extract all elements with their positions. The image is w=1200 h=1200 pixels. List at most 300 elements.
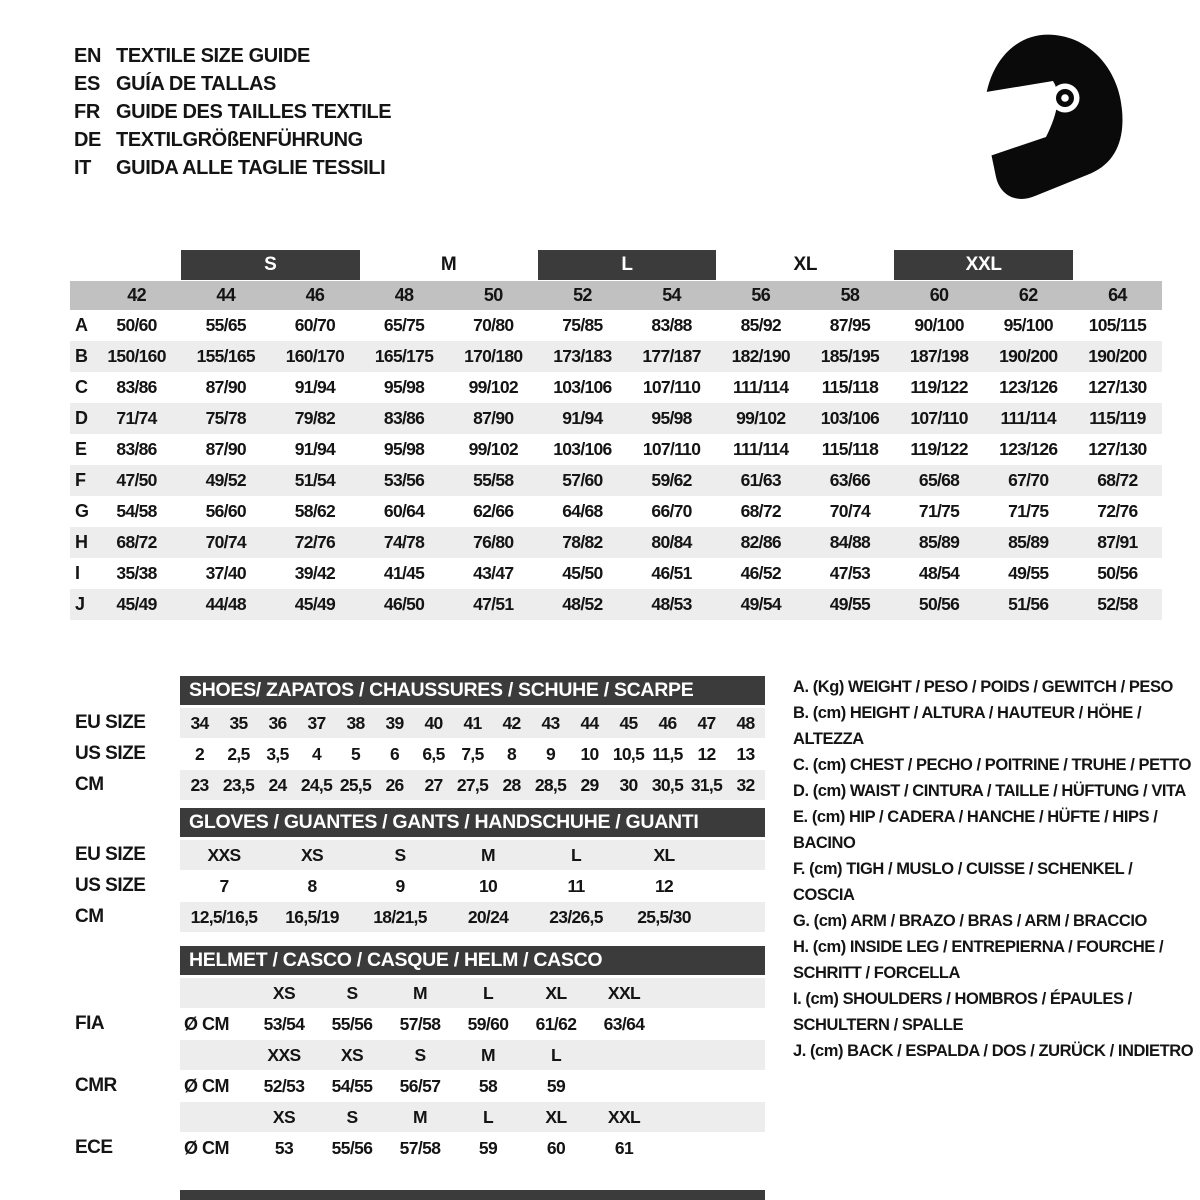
measurement-value: 103/106 <box>820 408 880 428</box>
measurement-value: 90/100 <box>914 315 964 335</box>
helmet-header-row <box>70 946 765 975</box>
gloves-values <box>180 871 765 901</box>
numeric-size-label: 54 <box>662 285 681 305</box>
helmet-size-label: XXS <box>267 1044 301 1065</box>
language-row <box>74 70 391 98</box>
measurement-value: 70/74 <box>829 501 871 521</box>
helmet-size-label: XS <box>272 982 296 1003</box>
measurement-value: 46/52 <box>740 563 781 583</box>
gloves-header-row <box>70 808 765 837</box>
helmet-value-band <box>180 1133 765 1163</box>
spacer <box>70 1102 180 1132</box>
guide-title: GUIDA ALLE TAGLIE TESSILI <box>116 157 386 179</box>
shoe-size-value: 27 <box>424 774 443 795</box>
measurement-value: 55/65 <box>205 315 246 335</box>
spacer <box>70 1040 180 1070</box>
measurement-value: 64/68 <box>562 501 603 521</box>
shoe-size-value: 28 <box>502 774 521 795</box>
helmet-icon-svg <box>975 32 1127 200</box>
measurement-value: 99/102 <box>736 408 786 428</box>
shoe-size-value: 40 <box>424 712 443 733</box>
measurement-cells <box>92 465 1162 496</box>
helmet-size-value: 56/57 <box>399 1075 441 1096</box>
glove-size-value: 16,5/19 <box>285 906 339 927</box>
shoe-size-value: 10,5 <box>612 743 645 764</box>
helmet-size-label: XL <box>545 982 567 1003</box>
shoe-size-value: 7,5 <box>461 743 484 764</box>
shoes-title-bar: SHOES/ ZAPATOS / CHAUSSURES / SCHUHE / SCARPE <box>180 676 765 705</box>
measurement-value: 43/47 <box>473 563 514 583</box>
measurement-value: 83/88 <box>651 315 692 335</box>
language-row <box>74 126 391 154</box>
helmet-size-value: 59 <box>546 1075 566 1096</box>
spacer <box>70 676 180 705</box>
measurement-value: 54/58 <box>116 501 157 521</box>
glove-size-value: 23/26,5 <box>549 906 603 927</box>
measurement-value: 49/55 <box>1008 563 1049 583</box>
helmet-size-value: 57/58 <box>399 1013 441 1034</box>
shoe-size-value: 3,5 <box>266 743 289 764</box>
measurement-value: 83/86 <box>116 377 157 397</box>
glove-size-value: XL <box>653 844 675 865</box>
helmet-size-value: 55/56 <box>331 1013 373 1034</box>
numeric-size-label: 44 <box>216 285 236 305</box>
row-label: EU SIZE <box>75 712 146 733</box>
helmet-title-bar: HELMET / CASCO / CASQUE / HELM / CASCO <box>180 946 765 975</box>
size-s-header: S <box>181 250 359 280</box>
size-xxl-header: XXL <box>894 250 1072 280</box>
shoe-size-value: 37 <box>307 712 326 733</box>
shoe-size-value: 43 <box>541 712 560 733</box>
shoe-size-value: 10 <box>580 743 599 764</box>
racing-helmet-icon <box>975 32 1127 200</box>
measurement-letter: B <box>75 346 88 366</box>
helmet-size-value: 59/60 <box>467 1013 509 1034</box>
shoe-size-value: 30 <box>619 774 638 795</box>
measurement-value: 115/119 <box>1089 408 1146 428</box>
helmet-size-values <box>250 1014 765 1035</box>
measurement-value: 190/200 <box>1088 346 1147 366</box>
helmet-size-label: M <box>413 982 427 1003</box>
measurement-value: 35/38 <box>116 563 157 583</box>
measurement-value: 84/88 <box>829 532 871 552</box>
measurement-letter: J <box>75 594 85 614</box>
shoe-size-value: 6 <box>389 743 400 764</box>
glove-size-value: M <box>481 844 495 865</box>
measurement-row <box>70 341 1162 372</box>
numeric-size-label: 48 <box>394 285 414 305</box>
row-label: CM <box>75 906 104 927</box>
glove-size-value: 18/21,5 <box>373 906 427 927</box>
language-code: ES <box>74 73 100 95</box>
measurement-value: 46/50 <box>383 594 425 614</box>
shoe-size-value: 9 <box>545 743 556 764</box>
shoe-size-value: 28,5 <box>534 774 567 795</box>
glove-size-value: 8 <box>307 875 317 896</box>
measurement-cells <box>92 403 1162 434</box>
helmet-size-row <box>70 1040 765 1070</box>
legend-item: G. (cm) ARM / BRAZO / BRAS / ARM / BRACCIO <box>793 912 1147 930</box>
shoe-size-value: 26 <box>385 774 404 795</box>
helmet-size-label: S <box>346 1106 358 1127</box>
shoe-size-value: 46 <box>658 712 677 733</box>
measurement-cells <box>92 434 1162 465</box>
row-label: EU SIZE <box>75 844 146 865</box>
legend-item: I. (cm) SHOULDERS / HOMBROS / ÉPAULES / SCHULTERN / SPALLE <box>793 990 1132 1034</box>
measurement-value: 177/187 <box>642 346 701 366</box>
language-code: IT <box>74 157 91 179</box>
shoe-size-value: 31,5 <box>690 774 723 795</box>
helmet-value-row <box>70 1071 765 1101</box>
measurement-value: 83/86 <box>383 408 425 428</box>
legend-item: F. (cm) TIGH / MUSLO / CUISSE / SCHENKEL / COSCIA <box>793 860 1133 904</box>
measurement-value: 46/51 <box>651 563 692 583</box>
size-m-header: M <box>440 254 457 275</box>
legend-item: D. (cm) WAIST / CINTURA / TAILLE / HÜFTUNG / VITA <box>793 782 1186 800</box>
shoes-row <box>70 708 765 738</box>
diameter-unit: Ø CM <box>184 1137 229 1158</box>
shoe-size-value: 39 <box>385 712 404 733</box>
measurement-value: 63/66 <box>829 470 871 490</box>
language-code: FR <box>74 101 100 123</box>
glove-size-value: 25,5/30 <box>637 906 691 927</box>
measurement-value: 85/89 <box>918 532 960 552</box>
shoe-size-value: 2,5 <box>227 743 250 764</box>
measurement-value: 71/74 <box>116 408 157 428</box>
measurement-value: 39/42 <box>294 563 336 583</box>
glove-size-value: 11 <box>567 875 585 896</box>
numeric-size-label: 58 <box>840 285 860 305</box>
measurement-cells <box>92 496 1162 527</box>
helmet-size-value: 52/53 <box>263 1075 305 1096</box>
measurement-value: 49/54 <box>740 594 781 614</box>
measurement-value: 99/102 <box>468 377 518 397</box>
legend-item: J. (cm) BACK / ESPALDA / DOS / ZURÜCK / INDIETRO <box>793 1042 1194 1060</box>
helmet-size-value: 54/55 <box>331 1075 373 1096</box>
glove-size-value: S <box>394 844 406 865</box>
shoe-size-value: 12 <box>697 743 716 764</box>
shoe-size-value: 32 <box>736 774 755 795</box>
measurement-value: 80/84 <box>651 532 692 552</box>
measurement-cells <box>92 527 1162 558</box>
shoe-size-value: 38 <box>346 712 365 733</box>
shoes-row <box>70 739 765 769</box>
helmet-value-row <box>70 1133 765 1163</box>
numeric-size-cells <box>92 281 1162 310</box>
helmet-size-label: L <box>550 1044 562 1065</box>
measurement-value: 87/95 <box>829 315 871 335</box>
measurement-value: 45/50 <box>562 563 603 583</box>
textile-size-table <box>70 250 1162 620</box>
measurement-value: 95/100 <box>1003 315 1053 335</box>
measurement-value: 79/82 <box>294 408 336 428</box>
row-label: US SIZE <box>75 743 146 764</box>
letter-size-cells <box>92 250 1162 280</box>
measurement-value: 105/115 <box>1088 315 1147 335</box>
size-l-header: L <box>538 250 716 280</box>
shoe-size-value: 23,5 <box>222 774 255 795</box>
measurement-value: 111/114 <box>733 439 789 459</box>
glove-size-value: XS <box>301 844 323 865</box>
measurement-value: 127/130 <box>1088 377 1147 397</box>
helmet-size-value: 58 <box>478 1075 498 1096</box>
measurement-letter: I <box>75 563 80 583</box>
measurement-value: 49/52 <box>205 470 246 490</box>
glove-size-value: 9 <box>395 875 405 896</box>
helmet-standard-group <box>70 978 765 1039</box>
measurement-value: 48/54 <box>918 563 960 583</box>
measurement-value: 58/62 <box>294 501 336 521</box>
measurement-value: 72/76 <box>294 532 336 552</box>
shoe-size-value: 4 <box>311 743 322 764</box>
helmet-size-label: XXL <box>607 1106 641 1127</box>
numeric-size-label: 62 <box>1018 285 1038 305</box>
helmet-size-label: XS <box>340 1044 364 1065</box>
row-label: US SIZE <box>75 875 146 896</box>
measurement-row <box>70 403 1162 434</box>
measurement-value: 107/110 <box>910 408 968 428</box>
shoe-size-value: 41 <box>463 712 482 733</box>
helmet-size-label: S <box>414 1044 426 1065</box>
standard-label: CMR <box>75 1075 117 1096</box>
shoe-size-value: 34 <box>190 712 209 733</box>
measurement-value: 87/91 <box>1097 532 1138 552</box>
measurement-value: 49/55 <box>829 594 871 614</box>
measurement-letter: F <box>75 470 86 490</box>
measurement-value: 51/54 <box>294 470 336 490</box>
measurement-value: 119/122 <box>910 377 968 397</box>
language-code: EN <box>74 45 101 67</box>
helmet-size-band <box>180 1102 765 1132</box>
measurement-letter: D <box>75 408 88 428</box>
measurement-value: 59/62 <box>651 470 692 490</box>
guide-title: TEXTILE SIZE GUIDE <box>116 45 310 67</box>
helmet-size-row <box>70 1102 765 1132</box>
measurement-value: 75/78 <box>205 408 246 428</box>
measurement-value: 68/72 <box>1097 470 1138 490</box>
measurement-value: 65/68 <box>918 470 960 490</box>
glove-size-value: L <box>571 844 581 865</box>
measurement-value: 37/40 <box>205 563 246 583</box>
gloves-values <box>180 902 765 932</box>
measurement-value: 53/56 <box>383 470 425 490</box>
language-code: DE <box>74 129 101 151</box>
measurement-value: 87/90 <box>473 408 514 428</box>
language-row <box>74 154 391 182</box>
measurement-value: 82/86 <box>740 532 781 552</box>
numeric-size-label: 50 <box>483 285 503 305</box>
helmet-size-table <box>70 946 765 1163</box>
measurement-value: 123/126 <box>999 439 1058 459</box>
gloves-row <box>70 840 765 870</box>
shoe-size-value: 24 <box>268 774 287 795</box>
measurement-value: 60/70 <box>294 315 336 335</box>
helmet-standard-group <box>70 1040 765 1101</box>
measurement-row <box>70 310 1162 341</box>
helmet-size-labels <box>250 983 765 1004</box>
numeric-size-label: 60 <box>929 285 949 305</box>
measurement-value: 78/82 <box>562 532 603 552</box>
shoe-size-value: 8 <box>506 743 517 764</box>
helmet-value-row <box>70 1009 765 1039</box>
shoes-values <box>180 770 765 800</box>
language-row <box>74 42 391 70</box>
measurement-value: 91/94 <box>294 377 336 397</box>
measurement-letter: G <box>75 501 89 521</box>
gloves-row <box>70 871 765 901</box>
measurement-value: 45/49 <box>116 594 157 614</box>
helmet-size-band <box>180 1040 765 1070</box>
measurement-value: 170/180 <box>464 346 523 366</box>
helmet-size-value: 55/56 <box>331 1137 373 1158</box>
measurement-value: 68/72 <box>740 501 781 521</box>
measurement-value: 47/51 <box>473 594 514 614</box>
helmet-size-value: 59 <box>478 1137 498 1158</box>
measurement-value: 71/75 <box>918 501 960 521</box>
glove-size-value: 12,5/16,5 <box>190 906 258 927</box>
legend-item: A. (Kg) WEIGHT / PESO / POIDS / GEWITCH / PESO <box>793 678 1173 696</box>
shoe-size-value: 29 <box>580 774 599 795</box>
shoe-size-value: 36 <box>268 712 287 733</box>
helmet-size-value: 53 <box>274 1137 294 1158</box>
diameter-unit: Ø CM <box>184 1075 229 1096</box>
shoes-values <box>180 739 765 769</box>
measurement-value: 41/45 <box>383 563 425 583</box>
measurement-value: 185/195 <box>820 346 880 366</box>
numeric-size-label: 56 <box>751 285 771 305</box>
shoes-size-table <box>70 676 765 800</box>
cropped-section-bar <box>180 1190 765 1200</box>
shoe-size-value: 25,5 <box>339 774 372 795</box>
glove-size-value: 20/24 <box>467 906 509 927</box>
measurement-value: 107/110 <box>642 377 701 397</box>
measurement-letter: E <box>75 439 87 459</box>
measurement-value: 95/98 <box>383 439 425 459</box>
measurement-value: 119/122 <box>910 439 968 459</box>
measurement-value: 61/63 <box>740 470 781 490</box>
legend-item: E. (cm) HIP / CADERA / HANCHE / HÜFTE / HIPS / BACINO <box>793 808 1158 852</box>
numeric-size-label: 42 <box>127 285 146 305</box>
shoe-size-value: 47 <box>697 712 716 733</box>
spacer <box>70 946 180 975</box>
shoe-size-value: 48 <box>736 712 755 733</box>
standard-label: FIA <box>75 1013 105 1034</box>
measurement-value: 50/60 <box>116 315 157 335</box>
measurement-value: 103/106 <box>553 377 612 397</box>
numeric-size-label: 64 <box>1108 285 1127 305</box>
helmet-size-labels <box>250 1107 765 1128</box>
measurement-value: 187/198 <box>909 346 969 366</box>
measurement-value: 50/56 <box>918 594 960 614</box>
measurement-row <box>70 372 1162 403</box>
measurement-value: 50/56 <box>1097 563 1138 583</box>
helmet-size-band <box>180 978 765 1008</box>
helmet-size-value: 61 <box>614 1137 634 1158</box>
shoes-header-row <box>70 676 765 705</box>
measurement-value: 87/90 <box>205 439 246 459</box>
measurement-value: 103/106 <box>553 439 612 459</box>
helmet-size-label: M <box>481 1044 495 1065</box>
helmet-size-label: XXL <box>607 982 641 1003</box>
measurement-value: 51/56 <box>1008 594 1049 614</box>
guide-title: TEXTILGRÖßENFÜHRUNG <box>116 129 363 151</box>
measurement-value: 70/80 <box>473 315 514 335</box>
shoe-size-value: 13 <box>736 743 755 764</box>
measurement-row <box>70 589 1162 620</box>
measurement-value: 47/53 <box>829 563 871 583</box>
measurement-value: 85/89 <box>1008 532 1049 552</box>
shoe-size-value: 42 <box>502 712 521 733</box>
helmet-size-label: XL <box>545 1106 567 1127</box>
measurement-value: 52/58 <box>1097 594 1138 614</box>
shoe-size-value: 23 <box>190 774 209 795</box>
guide-title: GUIDE DES TAILLES TEXTILE <box>116 101 392 123</box>
standard-label: ECE <box>75 1137 113 1158</box>
measurement-value: 165/175 <box>374 346 434 366</box>
measurement-letter: H <box>75 532 88 552</box>
shoe-size-value: 35 <box>229 712 248 733</box>
measurement-value: 75/85 <box>562 315 603 335</box>
measurement-value: 74/78 <box>383 532 425 552</box>
gloves-rows <box>70 840 765 932</box>
measurement-value: 107/110 <box>642 439 701 459</box>
measurement-value: 91/94 <box>294 439 336 459</box>
measurement-value: 85/92 <box>740 315 781 335</box>
helmet-size-label: S <box>346 982 358 1003</box>
shoe-size-value: 6,5 <box>422 743 445 764</box>
language-title-list <box>74 42 391 182</box>
legend-item: C. (cm) CHEST / PECHO / POITRINE / TRUHE / PETTO <box>793 756 1191 774</box>
measurement-value: 95/98 <box>651 408 692 428</box>
helmet-size-label: XS <box>272 1106 296 1127</box>
measurement-value: 87/90 <box>205 377 246 397</box>
measurement-cells <box>92 589 1162 620</box>
measurement-value: 173/183 <box>553 346 612 366</box>
shoe-size-value: 24,5 <box>300 774 333 795</box>
measurement-cells <box>92 341 1162 372</box>
diameter-unit: Ø CM <box>184 1013 229 1034</box>
measurement-value: 44/48 <box>205 594 246 614</box>
measurement-value: 72/76 <box>1097 501 1138 521</box>
measurement-letter: C <box>75 377 88 397</box>
measurement-value: 68/72 <box>116 532 157 552</box>
numeric-size-label: 52 <box>573 285 592 305</box>
shoe-size-value: 2 <box>194 743 205 764</box>
measurement-value: 111/114 <box>733 377 789 397</box>
measurement-row <box>70 465 1162 496</box>
measurement-value: 62/66 <box>473 501 514 521</box>
measurement-value: 99/102 <box>468 439 518 459</box>
helmet-size-value: 63/64 <box>603 1013 645 1034</box>
measurement-value: 65/75 <box>383 315 425 335</box>
measurement-row <box>70 527 1162 558</box>
header-spacer <box>70 281 92 310</box>
helmet-size-labels <box>250 1045 765 1066</box>
measurement-value: 60/64 <box>383 501 425 521</box>
row-label: CM <box>75 774 104 795</box>
shoe-size-value: 45 <box>619 712 638 733</box>
measurement-cells <box>92 310 1162 341</box>
measurement-value: 47/50 <box>116 470 157 490</box>
header-spacer <box>70 250 92 280</box>
helmet-size-value: 53/54 <box>263 1013 305 1034</box>
helmet-standard-group <box>70 1102 765 1163</box>
helmet-size-row <box>70 978 765 1008</box>
helmet-value-band <box>180 1071 765 1101</box>
measurement-value: 56/60 <box>205 501 246 521</box>
measurement-value: 115/118 <box>821 377 879 397</box>
helmet-size-value: 57/58 <box>399 1137 441 1158</box>
